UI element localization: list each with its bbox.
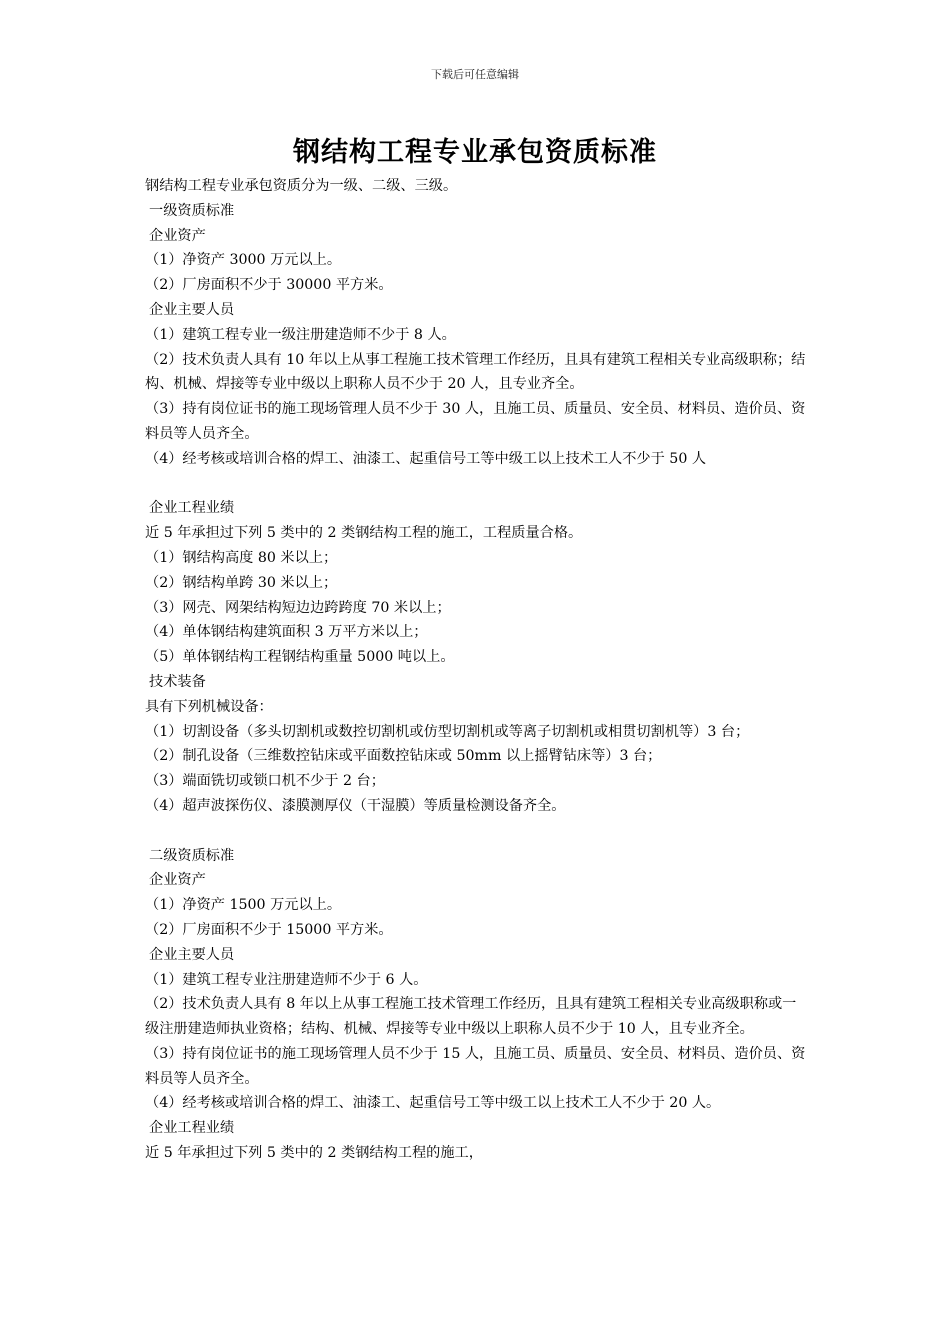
paragraph: 二级资质标准 <box>149 847 235 864</box>
paragraph: （3）端面铣切或锁口机不少于 2 台； <box>145 773 385 790</box>
paragraph: （2）制孔设备（三维数控钻床或平面数控钻床或 50mm 以上摇臂钻床等）3 台； <box>145 748 662 765</box>
paragraph: （1）切割设备（多头切割机或数控切割机或仿型切割机或等离子切割机或相贯切割机等）3 台； <box>145 723 750 740</box>
paragraph: （2）厂房面积不少于 15000 平方米。 <box>145 921 393 938</box>
blank-line <box>145 819 810 844</box>
paragraph: 企业主要人员 <box>149 301 235 318</box>
paragraph: 钢结构工程专业承包资质分为一级、二级、三级。 <box>145 178 458 194</box>
paragraph: （3）持有岗位证书的施工现场管理人员不少于 15 人，且施工员、质量员、安全员、材料员、造价员、资料员等人员齐全。 <box>145 1045 806 1087</box>
paragraph: （2）技术负责人具有 10 年以上从事工程施工技术管理工作经历，且具有建筑工程相关专业高级职称；结构、机械、焊接等专业中级以上职称人员不少于 20 人，且专业齐全。 <box>145 351 806 393</box>
paragraph: 一级资质标准 <box>149 202 235 219</box>
paragraph: （3）持有岗位证书的施工现场管理人员不少于 30 人，且施工员、质量员、安全员、材料员、造价员、资料员等人员齐全。 <box>145 401 806 442</box>
blank-line <box>145 472 810 497</box>
paragraph: 企业资产 <box>149 872 206 889</box>
paragraph: （1）建筑工程专业注册建造师不少于 6 人。 <box>145 971 428 988</box>
paragraph: （1）净资产 1500 万元以上。 <box>145 897 342 914</box>
header-note: 下载后可任意编辑 <box>431 68 519 81</box>
paragraph: （2）技术负责人具有 8 年以上从事工程施工技术管理工作经历，且具有建筑工程相关专业高级职称或一级注册建造师执业资格；结构、机械、焊接等专业中级以上职称人员不少于 10 人，且专业齐全。 <box>145 996 797 1038</box>
paragraph: （4）超声波探伤仪、漆膜测厚仪（干湿膜）等质量检测设备齐全。 <box>145 797 566 814</box>
document-title: 钢结构工程专业承包资质标准 <box>293 137 657 168</box>
paragraph: 技术装备 <box>149 673 206 690</box>
paragraph: 具有下列机械设备： <box>145 698 273 715</box>
paragraph: （4）经考核或培训合格的焊工、油漆工、起重信号工等中级工以上技术工人不少于 20 人。 <box>145 1095 721 1112</box>
paragraph: （2）钢结构单跨 30 米以上； <box>145 574 338 591</box>
paragraph: 近 5 年承担过下列 5 类中的 2 类钢结构工程的施工， <box>145 1145 483 1162</box>
paragraph: （5）单体钢结构工程钢结构重量 5000 吨以上。 <box>145 649 455 666</box>
paragraph: （4）单体钢结构建筑面积 3 万平方米以上； <box>145 624 428 641</box>
paragraph: （4）经考核或培训合格的焊工、油漆工、起重信号工等中级工以上技术工人不少于 50 人 <box>145 450 707 467</box>
paragraph: （3）网壳、网架结构短边边跨跨度 70 米以上； <box>145 599 451 616</box>
paragraph: 企业工程业绩 <box>149 1120 235 1137</box>
paragraph: 近 5 年承担过下列 5 类中的 2 类钢结构工程的施工，工程质量合格。 <box>145 525 583 542</box>
paragraph: （1）钢结构高度 80 米以上； <box>145 549 338 566</box>
document-body <box>145 174 810 1166</box>
paragraph: （1）净资产 3000 万元以上。 <box>145 252 342 269</box>
paragraph: 企业主要人员 <box>149 946 235 963</box>
paragraph: 企业资产 <box>149 227 206 244</box>
paragraph: （2）厂房面积不少于 30000 平方米。 <box>145 277 393 294</box>
paragraph: 企业工程业绩 <box>149 500 235 517</box>
paragraph: （1）建筑工程专业一级注册建造师不少于 8 人。 <box>145 326 456 343</box>
